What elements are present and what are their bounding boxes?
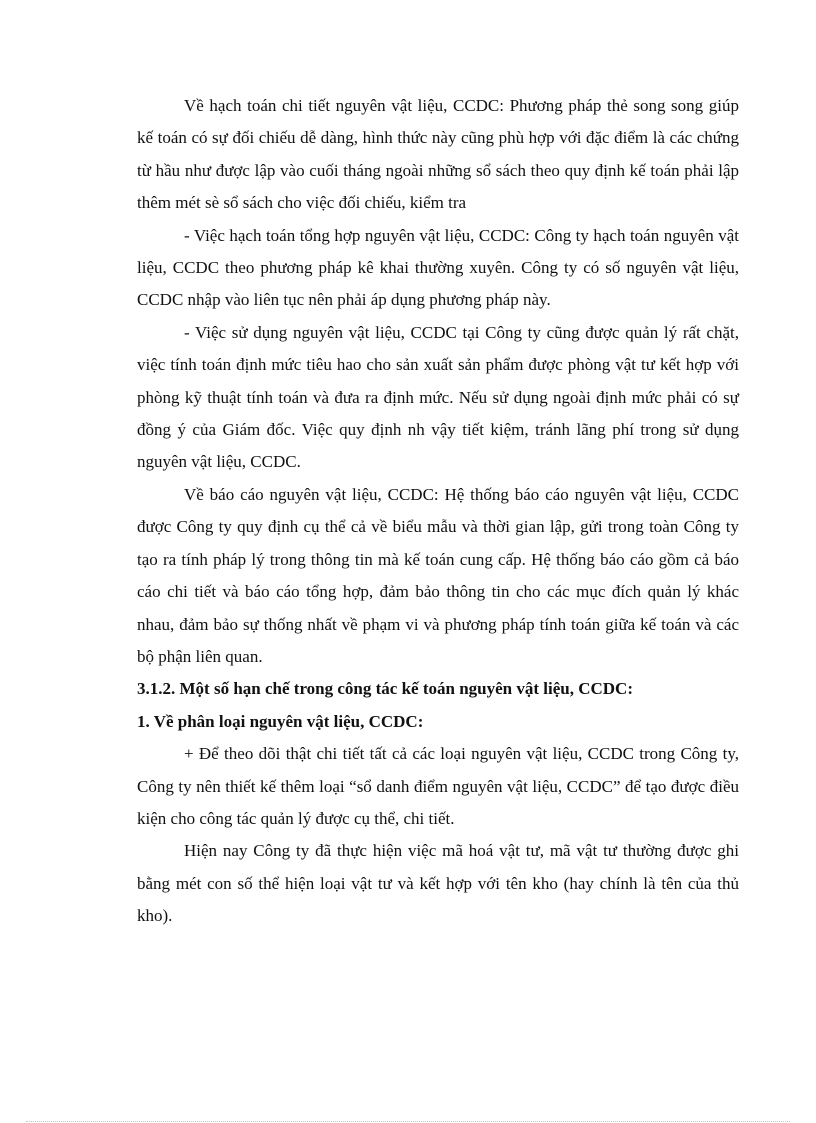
paragraph-catalog-book: + Để theo dõi thật chi tiết tất cả các loại nguyên vật liệu, CCDC trong Công ty, Công ty nên thiết kế thêm loại “sổ danh điểm nguyên vật liệu, CCDC” để tạo được điều kiện cho công tác quản lý được cụ thể, chi tiết. — [137, 744, 739, 828]
paragraph-detail-accounting: Về hạch toán chi tiết nguyên vật liệu, CCDC: Phương pháp thẻ song song giúp kế toán có sự đối chiếu dễ dàng, hình thức này cũng phù hợp với đặc điểm là các chứng từ hầu như được lập vào cuối tháng ngoài những sổ sách theo quy định kế toán phải lập thêm mét sè sổ sách cho việc đối chiếu, kiểm tra — [137, 96, 739, 213]
subsection-heading: 1. Về phân loại nguyên vật liệu, CCDC: — [137, 711, 424, 731]
paragraph-material-coding: Hiện nay Công ty đã thực hiện việc mã hoá vật tư, mã vật tư thường được ghi bằng mét con số thể hiện loại vật tư và kết hợp với tên kho (hay chính là tên của thủ kho). — [137, 841, 739, 926]
paragraph-material-usage: - Việc sử dụng nguyên vật liệu, CCDC tại Công ty cũng được quản lý rất chặt, việc tính toán định mức tiêu hao cho sản xuất sản phẩm được phòng vật tư kết hợp với phòng kỹ thuật tính toán và đưa ra định mức. Nếu sử dụng ngoài định mức phải có sự đồng ý của Giám đốc. Việc quy định nh vậy tiết kiệm, tránh lãng phí trong sử dụng nguyên vật liệu, CCDC. — [137, 322, 739, 472]
paragraph-general-accounting: - Việc hạch toán tổng hợp nguyên vật liệu, CCDC: Công ty hạch toán nguyên vật liệu, CCDC theo phương pháp kê khai thường xuyên. Công ty có số nguyên vật liệu, CCDC nhập vào liên tục nên phải áp dụng phương pháp này. — [137, 225, 739, 310]
paragraph-material-reports: Về báo cáo nguyên vật liệu, CCDC: Hệ thống báo cáo nguyên vật liệu, CCDC được Công ty quy định cụ thể cả về biểu mẫu và thời gian lập, gửi trong toàn Công ty tạo ra tính pháp lý trong thông tin mà kế toán cung cấp. Hệ thống báo cáo gồm cả báo cáo chi tiết và báo cáo tổng hợp, đảm bảo thông tin cho các mục đích quản lý khác nhau, đảm bảo sự thống nhất về phạm vi và phương pháp tính toán giữa kế toán và các bộ phận liên quan. — [137, 484, 739, 666]
page-bottom-divider — [26, 1121, 790, 1122]
section-heading: 3.1.2. Một số hạn chế trong công tác kế toán nguyên vật liệu, CCDC: — [137, 679, 633, 699]
document-page — [137, 90, 739, 933]
